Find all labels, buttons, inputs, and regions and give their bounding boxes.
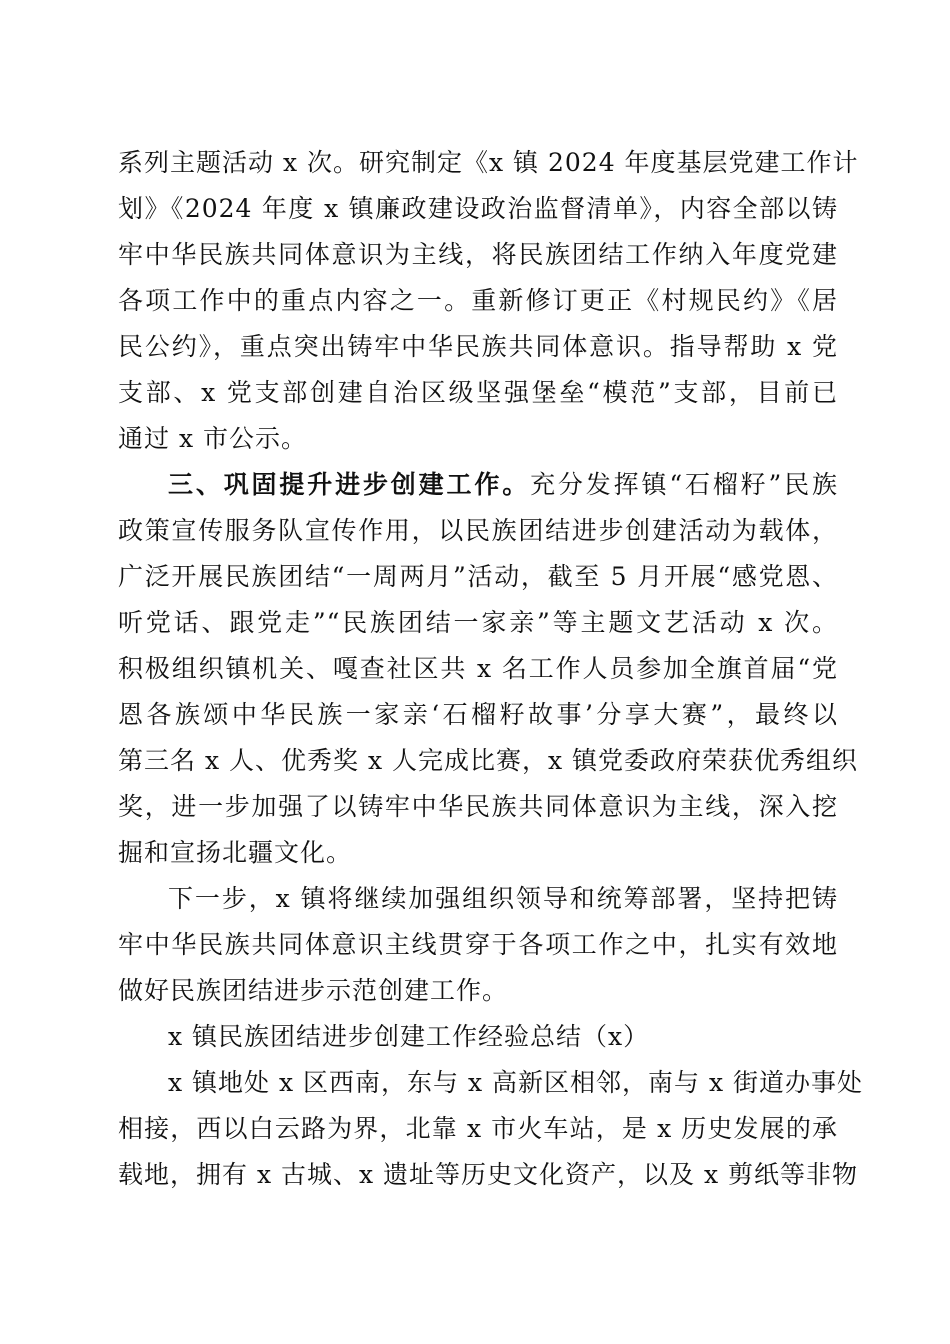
text-line: x 镇地处 x 区西南，东与 x 高新区相邻，南与 x 街道办事处: [168, 1068, 864, 1097]
paragraph-2: [118, 462, 859, 876]
text-line: 奖，进一步加强了以铸牢中华民族共同体意识为主线，深入挖: [118, 792, 838, 821]
text-line: 民公约》，重点突出铸牢中华民族共同体意识。指导帮助 x 党: [118, 332, 838, 361]
text-line: 支部、x 党支部创建自治区级坚强堡垒“模范”支部，目前已: [118, 378, 838, 407]
text-line: 政策宣传服务队宣传作用，以民族团结进步创建活动为载体，: [118, 516, 838, 545]
text-line: 系列主题活动 x 次。研究制定《x 镇 2024 年度基层党建工作计: [118, 148, 859, 177]
document-body: [118, 140, 864, 1198]
text-line: 第三名 x 人、优秀奖 x 人完成比赛，x 镇党委政府荣获优秀组织: [118, 746, 859, 775]
text-line: [118, 462, 838, 508]
text-line: 通过 x 市公示。: [118, 424, 307, 453]
text-line: 相接，西以白云路为界，北靠 x 市火车站，是 x 历史发展的承: [118, 1114, 838, 1143]
text-line: 划》《2024 年度 x 镇廉政建设政治监督清单》，内容全部以铸: [118, 194, 838, 223]
text-line: 积极组织镇机关、嘎查社区共 x 名工作人员参加全旗首届“党: [118, 654, 838, 683]
article-title: x 镇民族团结进步创建工作经验总结（x）: [168, 1022, 650, 1051]
text-line: 做好民族团结进步示范创建工作。: [118, 976, 509, 1005]
text-line: 广泛开展民族团结“一周两月”活动，截至 5 月开展“感党恩、: [118, 562, 838, 591]
paragraph-5: [118, 1060, 864, 1198]
paragraph-4-title: [118, 1014, 838, 1060]
paragraph-3: [118, 876, 838, 1014]
text-span: 充分发挥镇“石榴籽”民族: [530, 470, 839, 499]
text-line: 牢中华民族共同体意识为主线，将民族团结工作纳入年度党建: [118, 240, 838, 269]
text-line: 下一步，x 镇将继续加强组织领导和统筹部署，坚持把铸: [168, 884, 838, 913]
text-line: 听党话、跟党走”“民族团结一家亲”等主题文艺活动 x 次。: [118, 608, 838, 637]
paragraph-1: [118, 140, 859, 462]
text-line: 恩各族颂中华民族一家亲‘石榴籽故事’分享大赛”，最终以: [118, 700, 838, 729]
text-line: 载地，拥有 x 古城、x 遗址等历史文化资产，以及 x 剪纸等非物: [118, 1160, 859, 1189]
text-line: 各项工作中的重点内容之一。重新修订更正《村规民约》《居: [118, 286, 838, 315]
text-line: 牢中华民族共同体意识主线贯穿于各项工作之中，扎实有效地: [118, 930, 838, 959]
section-heading: 三、巩固提升进步创建工作。: [168, 470, 531, 499]
text-line: 掘和宣扬北疆文化。: [118, 838, 353, 867]
